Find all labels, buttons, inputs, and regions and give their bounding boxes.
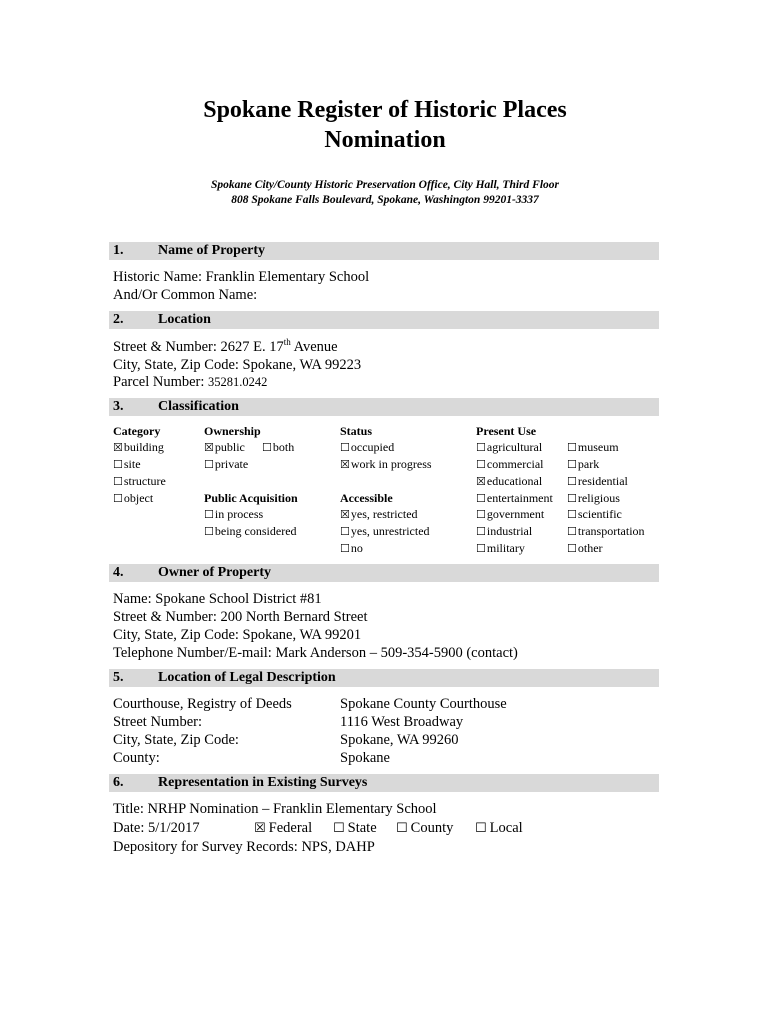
accessible-no[interactable] [340,540,363,557]
checkbox-label: public [214,440,245,454]
section-title: Representation in Existing Surveys [158,775,368,790]
category-structure[interactable] [113,473,166,490]
legal-label-county: County: [113,750,160,766]
section-4-header [109,564,659,582]
section-number: 4. [113,565,124,580]
section-3-header [109,398,659,416]
checkbox-icon[interactable]: ☐ [113,458,123,471]
category-heading: Category [113,424,161,438]
checkbox-icon[interactable]: ☐ [476,458,486,471]
survey-depository: Depository for Survey Records: NPS, DAHP [113,839,375,855]
parcel-number [113,373,267,391]
use-park[interactable] [567,456,599,473]
checkbox-label: other [577,541,603,555]
street-ordinal-suffix: th [283,337,291,348]
owner-city-state-zip: City, State, Zip Code: Spokane, WA 99201 [113,627,362,643]
survey-title: Title: NRHP Nomination – Franklin Elementary School [113,801,437,817]
checkbox-icon[interactable]: ☒ [340,508,350,521]
survey-level-federal[interactable] [254,819,312,838]
checkbox-label: State [347,820,377,836]
owner-street: Street & Number: 200 North Bernard Street [113,609,368,625]
owner-telephone: Telephone Number/E-mail: Mark Anderson – 509-354-5900 (contact) [113,645,518,661]
acquisition-in-process[interactable] [204,506,263,523]
section-title: Location [158,312,211,327]
checkbox-label: transportation [577,524,645,538]
survey-level-local[interactable] [475,819,523,838]
checkbox-label: County [410,820,454,836]
checkbox-label: Federal [268,820,313,836]
checkbox-icon[interactable]: ☐ [476,508,486,521]
section-number: 2. [113,312,124,327]
common-name: And/Or Common Name: [113,287,258,303]
checkbox-label: occupied [350,440,395,454]
ownership-both[interactable] [262,439,294,456]
checkbox-icon[interactable]: ☐ [475,821,487,836]
section-1-header [109,242,659,260]
checkbox-label: educational [486,474,543,488]
checkbox-icon[interactable]: ☐ [476,441,486,454]
ownership-private[interactable] [204,456,248,473]
accessible-yes-restricted[interactable] [340,506,418,523]
checkbox-icon[interactable]: ☒ [340,458,350,471]
checkbox-icon[interactable]: ☐ [567,492,577,505]
checkbox-icon[interactable]: ☐ [340,525,350,538]
section-number: 3. [113,399,124,414]
use-agricultural[interactable] [476,439,542,456]
checkbox-icon[interactable]: ☒ [204,441,214,454]
legal-label-street: Street Number: [113,714,202,730]
historic-name: Historic Name: Franklin Elementary School [113,269,370,285]
use-industrial[interactable] [476,523,532,540]
checkbox-icon[interactable]: ☐ [204,525,214,538]
checkbox-icon[interactable]: ☐ [476,525,486,538]
present-use-heading: Present Use [476,424,537,438]
section-2-header [109,311,659,329]
use-residential[interactable] [567,473,628,490]
checkbox-label: yes, restricted [350,507,418,521]
checkbox-icon[interactable]: ☐ [567,542,577,555]
public-acquisition-heading: Public Acquisition [204,491,298,505]
status-occupied[interactable] [340,439,394,456]
checkbox-icon[interactable]: ☒ [254,821,266,836]
use-scientific[interactable] [567,506,622,523]
checkbox-label: government [486,507,545,521]
use-commercial[interactable] [476,456,544,473]
checkbox-label: religious [577,491,620,505]
acquisition-being-considered[interactable] [204,523,297,540]
office-address-line1: Spokane City/County Historic Preservation Office, City Hall, Third Floor [211,179,559,191]
street-number [113,338,338,356]
legal-value-county: Spokane [340,750,390,766]
section-5-header [109,669,659,687]
checkbox-label: industrial [486,524,533,538]
use-entertainment[interactable] [476,490,553,507]
legal-value-city: Spokane, WA 99260 [340,732,459,748]
survey-level-county[interactable] [396,819,453,838]
section-number: 1. [113,243,124,258]
checkbox-icon[interactable]: ☐ [113,492,123,505]
checkbox-label: being considered [214,524,297,538]
section-number: 5. [113,670,124,685]
section-title: Owner of Property [158,565,272,580]
legal-label-courthouse: Courthouse, Registry of Deeds [113,696,292,712]
legal-label-city: City, State, Zip Code: [113,732,239,748]
checkbox-label: building [123,440,164,454]
checkbox-icon[interactable]: ☐ [204,508,214,521]
document-title-line2: Nomination [324,127,446,153]
checkbox-icon[interactable]: ☐ [567,441,577,454]
checkbox-label: commercial [486,457,544,471]
checkbox-icon[interactable]: ☒ [476,475,486,488]
owner-name: Name: Spokane School District #81 [113,591,322,607]
checkbox-label: entertainment [486,491,553,505]
checkbox-label: no [350,541,363,555]
checkbox-icon[interactable]: ☐ [476,542,486,555]
use-museum[interactable] [567,439,619,456]
accessible-yes-unrestricted[interactable] [340,523,430,540]
checkbox-label: Local [489,820,523,836]
parcel-value: 35281.0242 [208,375,268,389]
checkbox-label: museum [577,440,619,454]
checkbox-label: park [577,457,600,471]
checkbox-icon[interactable]: ☐ [113,475,123,488]
checkbox-label: agricultural [486,440,543,454]
section-title: Name of Property [158,243,266,258]
checkbox-label: both [272,440,295,454]
section-6-header [109,774,659,792]
checkbox-label: yes, unrestricted [350,524,430,538]
checkbox-icon[interactable]: ☐ [567,475,577,488]
legal-value-street: 1116 West Broadway [340,714,464,730]
street-prefix: Street & Number: 2627 E. 17 [113,339,284,355]
office-address-line2: 808 Spokane Falls Boulevard, Spokane, Washington 99201-3337 [231,194,539,206]
checkbox-icon[interactable]: ☐ [333,821,345,836]
checkbox-icon[interactable]: ☐ [567,508,577,521]
checkbox-label: scientific [577,507,622,521]
document-title-line1: Spokane Register of Historic Places [203,97,567,123]
legal-value-courthouse: Spokane County Courthouse [340,696,507,712]
use-military[interactable] [476,540,525,557]
checkbox-label: military [486,541,525,555]
city-state-zip: City, State, Zip Code: Spokane, WA 99223 [113,357,362,373]
checkbox-icon[interactable]: ☒ [113,441,123,454]
parcel-label: Parcel Number: [113,374,205,390]
checkbox-label: residential [577,474,628,488]
use-government[interactable] [476,506,544,523]
status-work-in-progress[interactable] [340,456,432,473]
use-transportation[interactable] [567,523,645,540]
checkbox-icon[interactable]: ☐ [340,441,350,454]
ownership-heading: Ownership [204,424,261,438]
status-heading: Status [340,424,373,438]
checkbox-label: object [123,491,154,505]
ownership-public[interactable] [204,439,245,456]
accessible-heading: Accessible [340,491,393,505]
section-title: Classification [158,399,239,414]
street-suffix: Avenue [290,339,338,355]
checkbox-icon[interactable]: ☐ [340,542,350,555]
use-other[interactable] [567,540,603,557]
checkbox-icon[interactable]: ☐ [396,821,408,836]
survey-date: Date: 5/1/2017 [113,820,200,836]
use-religious[interactable] [567,490,620,507]
checkbox-label: structure [123,474,166,488]
section-number: 6. [113,775,124,790]
checkbox-label: private [214,457,249,471]
checkbox-label: in process [214,507,264,521]
section-title: Location of Legal Description [158,670,336,685]
checkbox-icon[interactable]: ☐ [476,492,486,505]
survey-level-state[interactable] [333,819,377,838]
use-educational[interactable] [476,473,542,490]
category-site[interactable] [113,456,141,473]
checkbox-icon[interactable]: ☐ [204,458,214,471]
checkbox-icon[interactable]: ☐ [567,525,577,538]
checkbox-icon[interactable]: ☐ [262,441,272,454]
category-building[interactable] [113,439,164,456]
checkbox-label: site [123,457,141,471]
category-object[interactable] [113,490,153,507]
checkbox-icon[interactable]: ☐ [567,458,577,471]
checkbox-label: work in progress [350,457,432,471]
